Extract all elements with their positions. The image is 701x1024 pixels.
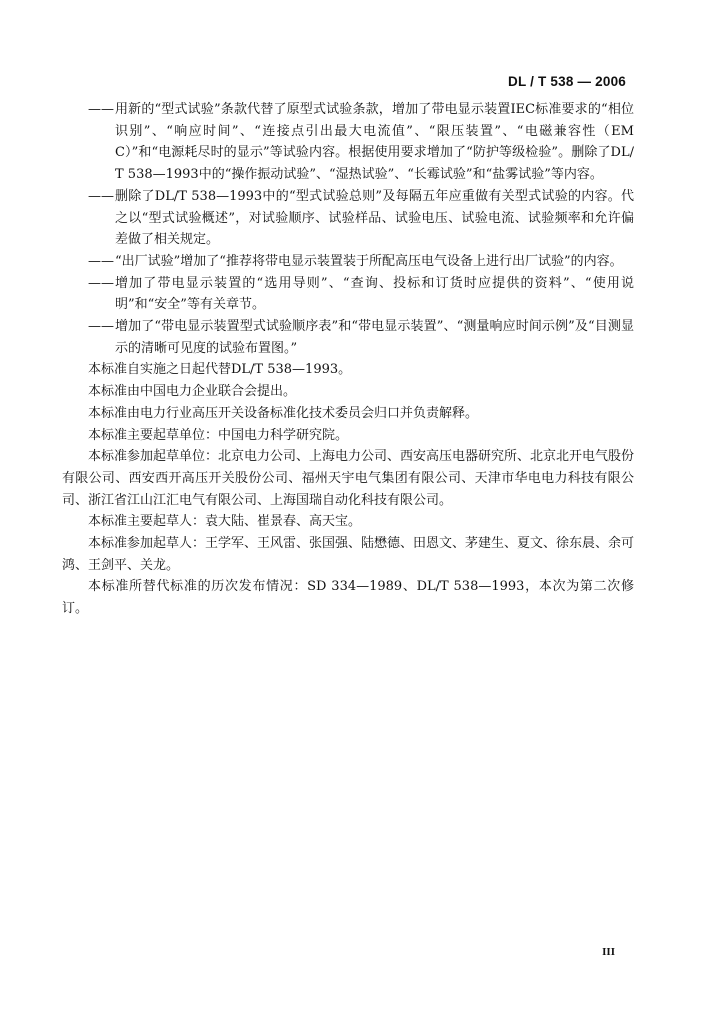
dash-marker: —— bbox=[88, 319, 114, 335]
change-item-3 bbox=[62, 251, 634, 273]
dash-marker: —— bbox=[88, 188, 114, 204]
change-item-5 bbox=[62, 316, 634, 359]
change-item-1 bbox=[62, 99, 634, 186]
release-history: 本标准所替代标准的历次发布情况：SD 334—1989、DL/T 538—1993，本次为第二次修订。 bbox=[62, 579, 634, 617]
page-number: III bbox=[602, 946, 615, 958]
participating-drafters: 本标准参加起草人：王学军、王风雷、张国强、陆懋德、田恩文、茅建生、夏文、徐东晨、余可鸿、王剑平、关龙。 bbox=[62, 536, 635, 573]
change-item-text: 增加了带电显示装置的“选用导则”、“查询、投标和订货时应提供的资料”、“使用说明”和“安全”等有关章节。 bbox=[115, 275, 634, 313]
dash-marker: —— bbox=[88, 102, 114, 117]
change-item-4 bbox=[62, 273, 634, 316]
main-drafting-unit: 本标准主要起草单位：中国电力科学研究院。 bbox=[88, 427, 349, 443]
change-item-2 bbox=[62, 186, 634, 251]
document-code-header: DL / T 538 — 2006 bbox=[508, 74, 626, 89]
responsible-committee-statement: 本标准由电力行业高压开关设备标准化技术委员会归口并负责解释。 bbox=[88, 405, 479, 421]
change-item-text: 增加了“带电显示装置型式试验顺序表”和“带电显示装置”、“测量响应时间示例”及“目测显示的清晰可见度的试验布置图。” bbox=[115, 319, 634, 356]
dash-marker: —— bbox=[88, 253, 114, 269]
document-body bbox=[62, 99, 634, 620]
proposer-statement: 本标准由中国电力企业联合会提出。 bbox=[88, 384, 297, 400]
replacement-statement: 本标准自实施之日起代替DL/T 538—1993。 bbox=[88, 362, 352, 378]
change-item-text: 删除了DL/T 538—1993中的“型式试验总则”及每隔五年应重做有关型式试验的内容。代之以“型式试验概述”，对试验顺序、试验样品、试验电压、试验电流、试验频率和允许偏差做了相关规定。 bbox=[115, 188, 634, 248]
change-item-text: “出厂试验”增加了“推荐将带电显示装置装于所配高压电气设备上进行出厂试验”的内容。 bbox=[115, 253, 623, 269]
participating-drafting-units: 本标准参加起草单位：北京电力公司、上海电力公司、西安高压电器研究所、北京北开电气股份有限公司、西安西开高压开关股份公司、福州天宇电气集团有限公司、天津市华电电力科技有限公司、浙江省江山江汇电气有限公司、上海国瑞自动化科技有限公司。 bbox=[62, 449, 635, 508]
change-item-text: 用新的“型式试验”条款代替了原型式试验条款，增加了带电显示装置IEC标准要求的“相位识别”、“响应时间”、“连接点引出最大电流值”、“限压装置”、“电磁兼容性（EMC）”和“电源耗尽时的显示”等试验内容。根据使用要求增加了“防护等级检验”。删除了DL/T 538—1993中的“操作振动试验”、“湿热试验”、“长霉试验”和“盐雾试验”等内容。 bbox=[115, 102, 634, 183]
main-drafters: 本标准主要起草人：袁大陆、崔景春、高天宝。 bbox=[88, 514, 362, 530]
dash-marker: —— bbox=[88, 275, 114, 291]
